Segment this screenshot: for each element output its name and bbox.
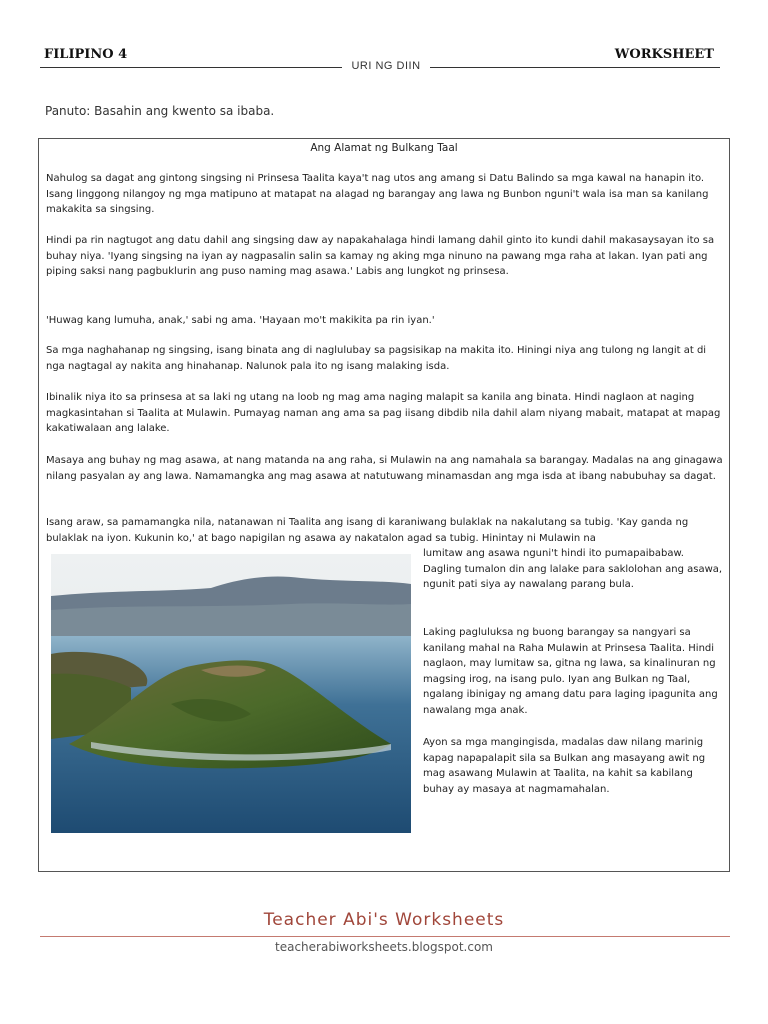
header-rule-right: [430, 67, 720, 68]
story-paragraph: 'Huwag kang lumuha, anak,' sabi ng ama. 'Hayaan mo't makikita pa rin iyan.': [46, 315, 435, 326]
story-paragraph: Sa mga naghahanap ng singsing, isang binata ang di naglulubay sa pagsisikap na makita ito. Hiningi niya ang tulong ng langit at di nga nagtagal ay nakita ang hinahanap. Nalunok pala ito ng isang malaking isda.: [46, 345, 707, 372]
taal-volcano-photo: [51, 554, 411, 833]
footer-rule: [40, 936, 730, 937]
story-paragraph: Nahulog sa dagat ang gintong singsing ni Prinsesa Taalita kaya't nag utos ang amang si Datu Balindo sa mga kawal na hanapin ito. Isang linggong nilangoy ng mga matipuno at matapat na alagad ng barangay ang lawa ng Bunbon nguni't wala isa man sa kanilang makakita sa singsing.: [46, 173, 709, 216]
footer-url[interactable]: teacherabiworksheets.blogspot.com: [275, 940, 493, 954]
header-subject: FILIPINO 4: [44, 47, 128, 62]
story-title: Ang Alamat ng Bulkang Taal: [310, 142, 458, 154]
header-rule-left: [40, 67, 342, 68]
story-box: [38, 138, 730, 872]
header-topic: URI NG DIIN: [351, 60, 421, 72]
header-worksheet-label: WORKSHEET: [614, 47, 714, 62]
story-paragraph: Laking pagluluksa ng buong barangay sa nangyari sa kanilang mahal na Raha Mulawin at Prinsesa Taalita. Hindi naglaon, may lumitaw sa, gitna ng lawa, sa kinalinuran ng magsing irog, na isang pulo. Iyan ang Bulkan ng Taal, ngalang ibinigay ng amang datu para laging ipagunita ang nawalang mga anak.: [423, 627, 718, 716]
story-paragraph: Ibinalik niya ito sa prinsesa at sa laki ng utang na loob ng mag ama naging malapit sa kanila ang binata. Hindi naglaon at naging magkasintahan si Taalita at Mulawin. Pumayag naman ang ama sa pag iisang dibdib nila dahil alam niyang mabait, matapat at mapag kakatiwalaan ang lalake.: [46, 392, 721, 435]
story-paragraph: Hindi pa rin nagtugot ang datu dahil ang singsing daw ay napakahalaga hindi lamang dahil ginto ito kundi dahil makasaysayan ito sa buhay niya. 'Iyang singsing na iyan ay nagpasalin salin sa kamay ng aking mga ninuno na pawang mga raha at lakan. Iyan pati ang piping saksi nang pagbuklurin ang puso naming mag asawa.' Labis ang lungkot ng prinsesa.: [46, 235, 715, 278]
story-paragraph: Ayon sa mga mangingisda, madalas daw nilang marinig kapag napapalapit sila sa Bulkan ang masayang awit ng mag asawang Mulawin at Taalita, na kahit sa kabilang buhay ay masaya at nagmamahalan.: [423, 737, 706, 795]
story-paragraph: Isang araw, sa pamamangka nila, natanawan ni Taalita ang isang di karaniwang bulaklak na nakalutang sa tubig. 'Kay ganda ng bulaklak na iyon. Kukunin ko,' at bago napigilan ng asawa ay nakatalon agad sa tubig. Hinintay ni Mulawin na: [46, 517, 689, 544]
instructions: Panuto: Basahin ang kwento sa ibaba.: [45, 104, 275, 118]
story-paragraph: Masaya ang buhay ng mag asawa, at nang matanda na ang raha, si Mulawin na ang namahala sa barangay. Madalas na ang ginagawa nilang pasyalan ay ang lawa. Namamangka ang mag asawa at natutuwang minamasdan ang mga isda at ibang nabubuhay sa dagat.: [46, 455, 723, 482]
footer-title: Teacher Abi's Worksheets: [263, 910, 505, 930]
story-paragraph: lumitaw ang asawa nguni't hindi ito pumapaibabaw. Dagling tumalon din ang lalake para saklolohan ang asawa, ngunit pati siya ay nawalang parang bula.: [423, 548, 723, 591]
